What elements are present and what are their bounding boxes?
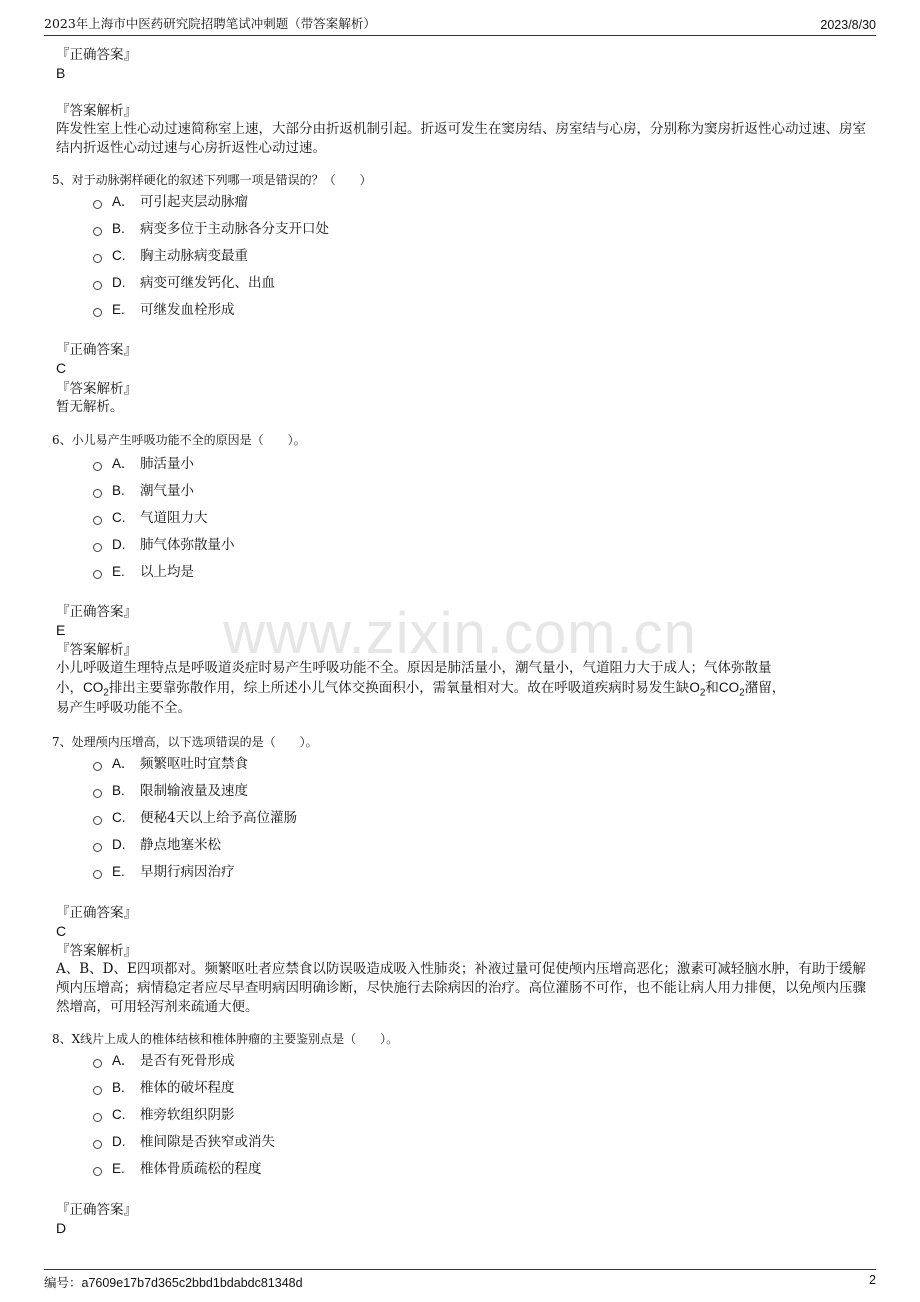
option-letter: D. xyxy=(112,275,126,290)
q7-option-e[interactable] xyxy=(93,863,235,881)
radio-icon[interactable] xyxy=(93,870,102,879)
option-text: 椎体骨质疏松的程度 xyxy=(140,1161,262,1177)
option-letter: D. xyxy=(112,1134,126,1149)
co2-formula xyxy=(718,680,745,699)
q8-option-c[interactable] xyxy=(93,1106,235,1124)
radio-icon[interactable] xyxy=(93,816,102,825)
q7-question: 7、处理颅内压增高，以下选项错误的是（ ）。 xyxy=(52,735,318,749)
q5-analysis-label: 『答案解析』 xyxy=(56,381,137,397)
q6-option-d[interactable] xyxy=(93,536,235,554)
option-text: 病变多位于主动脉各分支开口处 xyxy=(140,221,329,237)
option-text: 以上均是 xyxy=(140,564,194,580)
q5-question: 5、对于动脉粥样硬化的叙述下列哪一项是错误的？（ ） xyxy=(52,173,372,187)
radio-icon[interactable] xyxy=(93,843,102,852)
q6-question: 6、小儿易产生呼吸功能不全的原因是（ ）。 xyxy=(52,433,306,447)
page-header xyxy=(44,12,876,36)
q6-answer: E xyxy=(56,622,66,638)
q7-option-b[interactable] xyxy=(93,782,248,800)
q5-answer: C xyxy=(56,360,67,376)
option-text: 限制输液量及速度 xyxy=(140,783,248,799)
radio-icon[interactable] xyxy=(93,281,102,290)
formula-o: O xyxy=(689,680,700,695)
option-letter: C. xyxy=(112,248,126,263)
radio-icon[interactable] xyxy=(93,516,102,525)
q7-option-c[interactable] xyxy=(93,809,297,827)
option-text: 是否有死骨形成 xyxy=(140,1053,235,1069)
q8-option-d[interactable] xyxy=(93,1133,275,1151)
q4-correct-label: 『正确答案』 xyxy=(56,47,137,63)
option-letter: A． xyxy=(112,756,135,771)
q5-analysis: 暂无解析。 xyxy=(56,399,124,415)
option-text: 椎体的破坏程度 xyxy=(140,1080,235,1096)
option-letter: D. xyxy=(112,537,126,552)
radio-icon[interactable] xyxy=(93,762,102,771)
q5-option-a[interactable] xyxy=(93,193,248,211)
formula-subscript: 2 xyxy=(103,687,109,699)
formula-co: CO xyxy=(718,680,740,695)
q8-option-a[interactable] xyxy=(93,1052,235,1070)
option-letter: B. xyxy=(112,483,125,498)
option-letter: E. xyxy=(112,864,125,879)
q7-analysis: A、B、D、E四项都对。频繁呕吐者应禁食以防误吸造成吸入性肺炎；补液过量可促使颅内压增高恶化；激素可减轻脑水肿，有助于缓解颅内压增高；病情稳定者应尽早查明病因明确诊断，尽快施行去除病因的治疗。高位灌肠不可作，也不能让病人用力排便，以免颅内压骤然增高，可用轻泻剂来疏通大便。 xyxy=(56,961,866,1015)
radio-icon[interactable] xyxy=(93,570,102,579)
option-letter: C. xyxy=(112,510,126,525)
radio-icon[interactable] xyxy=(93,789,102,798)
option-text: 病变可继发钙化、出血 xyxy=(140,275,275,291)
text-run: 和 xyxy=(705,680,719,696)
q8-answer: D xyxy=(56,1220,67,1236)
option-letter: C. xyxy=(112,1107,126,1122)
option-letter: E. xyxy=(112,302,125,317)
q8-option-b[interactable] xyxy=(93,1079,235,1097)
q7-option-d[interactable] xyxy=(93,836,221,854)
text-run: 排出主要靠弥散作用，综上所述小儿气体交换面积小，需氧量相对大。故在呼吸道疾病时易发生缺 xyxy=(108,680,690,696)
radio-icon[interactable] xyxy=(93,1167,102,1176)
document-code: 编号：a7609e17b7d365c2bbd1bdabdc81348d xyxy=(44,1276,303,1290)
option-text: 静点地塞米松 xyxy=(140,837,221,853)
radio-icon[interactable] xyxy=(93,1113,102,1122)
option-letter: A． xyxy=(112,194,135,209)
formula-co: CO xyxy=(83,680,104,695)
q8-correct-label: 『正确答案』 xyxy=(56,1202,137,1218)
q5-correct-label: 『正确答案』 xyxy=(56,342,137,358)
radio-icon[interactable] xyxy=(93,227,102,236)
q6-analysis-label: 『答案解析』 xyxy=(56,642,137,658)
q6-option-c[interactable] xyxy=(93,509,208,527)
q5-option-e[interactable] xyxy=(93,301,235,319)
option-text: 椎间隙是否狭窄或消失 xyxy=(140,1134,275,1150)
q5-option-c[interactable] xyxy=(93,247,248,265)
q5-option-d[interactable] xyxy=(93,274,275,292)
option-letter: B. xyxy=(112,1080,125,1095)
formula-subscript: 2 xyxy=(699,687,706,699)
radio-icon[interactable] xyxy=(93,1059,102,1068)
radio-icon[interactable] xyxy=(93,489,102,498)
q6-option-b[interactable] xyxy=(93,482,194,500)
option-text: 肺活量小 xyxy=(140,456,194,472)
q4-analysis-label: 『答案解析』 xyxy=(56,103,137,119)
q7-analysis-label: 『答案解析』 xyxy=(56,943,137,959)
q5-option-b[interactable] xyxy=(93,220,329,238)
option-text: 气道阻力大 xyxy=(140,510,208,526)
option-text: 胸主动脉病变最重 xyxy=(140,248,248,264)
text-run: 潴留， xyxy=(744,680,786,696)
option-letter: D. xyxy=(112,837,126,852)
o2-formula xyxy=(689,680,706,699)
q8-option-e[interactable] xyxy=(93,1160,262,1178)
radio-icon[interactable] xyxy=(93,1086,102,1095)
text-run: 小， xyxy=(56,680,83,696)
option-text: 肺气体弥散量小 xyxy=(140,537,235,553)
q6-analysis-line3: 易产生呼吸功能不全。 xyxy=(56,700,191,716)
radio-icon[interactable] xyxy=(93,254,102,263)
option-text: 可继发血栓形成 xyxy=(140,302,235,318)
option-letter: A． xyxy=(112,1053,135,1068)
radio-icon[interactable] xyxy=(93,1140,102,1149)
option-letter: B. xyxy=(112,221,125,236)
q6-analysis-line1: 小儿呼吸道生理特点是呼吸道炎症时易产生呼吸功能不全。原因是肺活量小，潮气量小，气道阻力大于成人；气体弥散量 xyxy=(56,660,772,676)
q7-answer: C xyxy=(56,923,67,939)
page-footer xyxy=(44,1269,876,1293)
option-text: 椎旁软组织阴影 xyxy=(140,1107,235,1123)
q6-option-a[interactable] xyxy=(93,455,194,473)
q4-analysis: 阵发性室上性心动过速简称室上速，大部分由折返机制引起。折返可发生在窦房结、房室结与心房，分别称为窦房折返性心动过速、房室结内折返性心动过速与心房折返性心动过速。 xyxy=(56,121,866,156)
q7-option-a[interactable] xyxy=(93,755,248,773)
option-letter: B. xyxy=(112,783,125,798)
watermark: www.zixin.com.cn xyxy=(223,601,697,666)
q6-option-e[interactable] xyxy=(93,563,194,581)
radio-icon[interactable] xyxy=(93,462,102,471)
radio-icon[interactable] xyxy=(93,200,102,209)
option-text: 早期行病因治疗 xyxy=(140,864,235,880)
option-letter: E. xyxy=(112,564,125,579)
radio-icon[interactable] xyxy=(93,308,102,317)
q7-correct-label: 『正确答案』 xyxy=(56,905,137,921)
option-letter: C. xyxy=(112,810,126,825)
radio-icon[interactable] xyxy=(93,543,102,552)
option-text: 频繁呕吐时宜禁食 xyxy=(140,756,248,772)
option-text: 可引起夹层动脉瘤 xyxy=(140,194,248,210)
q4-answer: B xyxy=(56,65,66,81)
option-letter: E. xyxy=(112,1161,125,1176)
formula-subscript: 2 xyxy=(739,687,745,699)
page-number: 2 xyxy=(869,1273,876,1287)
option-text: 潮气量小 xyxy=(140,483,194,499)
q8-question: 8、X线片上成人的椎体结核和椎体肿瘤的主要鉴别点是（ ）。 xyxy=(52,1032,399,1046)
q6-correct-label: 『正确答案』 xyxy=(56,604,137,620)
option-text: 便秘4天以上给予高位灌肠 xyxy=(140,810,298,826)
co2-formula xyxy=(83,680,109,699)
document-title: 2023年上海市中医药研究院招聘笔试冲刺题（带答案解析） xyxy=(44,16,376,31)
header-date: 2023/8/30 xyxy=(820,18,876,32)
option-letter: A． xyxy=(112,456,135,471)
